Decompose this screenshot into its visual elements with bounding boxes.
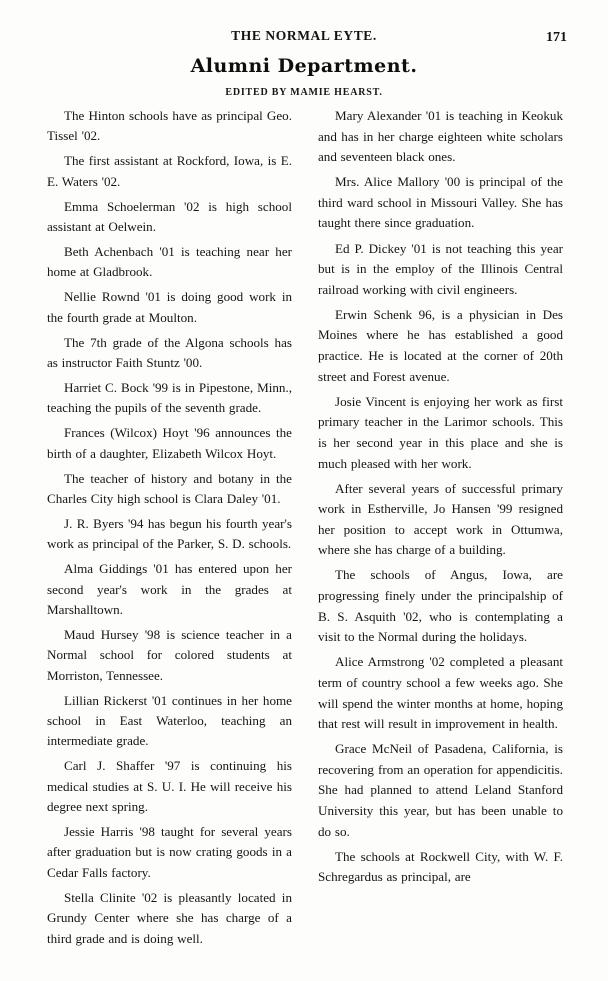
paragraph: The schools at Rockwell City, with W. F. Schregardus as principal, are — [318, 848, 563, 885]
paragraph: J. R. Byers '94 has begun his fourth year's work as principal of the Parker, S. D. schools. — [47, 515, 292, 552]
paragraph: Erwin Schenk 96, is a physician in Des Moines where he has established a good practice. He is located at the corner of 20th street and Forest avenue. — [318, 306, 563, 384]
paragraph: Mary Alexander '01 is teaching in Keokuk and has in her charge eighteen white scholars and seventeen black ones. — [318, 108, 563, 165]
department-title: Alumni Department. — [190, 55, 418, 77]
page-header — [0, 28, 608, 50]
running-title: THE NORMAL EYTE. — [231, 28, 377, 43]
paragraph: Maud Hursey '98 is science teacher in a Normal school for colored students at Morriston, Tennessee. — [47, 626, 292, 683]
paragraph: Mrs. Alice Mallory '00 is principal of the third ward school in Missouri Valley. She has taught there since graduation. — [318, 174, 563, 231]
paragraph: Alice Armstrong '02 completed a pleasant term of country school a few weeks ago. She will spend the winter months at home, hoping that rest will result in improvement in health. — [318, 654, 563, 732]
column-right — [318, 106, 563, 906]
paragraph: The Hinton schools have as principal Geo. Tissel '02. — [47, 108, 292, 144]
paragraph: The 7th grade of the Algona schools has as instructor Faith Stuntz '00. — [47, 334, 292, 370]
paragraph: Lillian Rickerst '01 continues in her home school in East Waterloo, teaching an intermediate grade. — [47, 692, 292, 749]
page-number: 171 — [546, 30, 567, 45]
paragraph: Nellie Rownd '01 is doing good work in the fourth grade at Moulton. — [47, 289, 292, 325]
paragraph: Grace McNeil of Pasadena, California, is recovering from an operation for appendicitis. She had planned to attend Leland Stanford University this year, but has been unable to do so. — [318, 741, 563, 839]
paragraph: Emma Schoelerman '02 is high school assistant at Oelwein. — [47, 198, 292, 235]
paragraph: After several years of successful primary work in Estherville, Jo Hansen '99 resigned her position to accept work in Ottumwa, where she has charge of a building. — [318, 480, 563, 558]
paragraph: Josie Vincent is enjoying her work as first primary teacher in the Larimor schools. This is her second year in this place and she is much pleased with her work. — [318, 393, 563, 471]
paragraph: The teacher of history and botany in the Charles City high school is Clara Daley '01. — [47, 470, 292, 506]
paragraph: The first assistant at Rockford, Iowa, is E. E. Waters '02. — [47, 153, 292, 189]
paragraph: Beth Achenbach '01 is teaching near her home at Gladbrook. — [47, 243, 292, 280]
paragraph: Alma Giddings '01 has entered upon her second year's work in the grades at Marshalltown. — [47, 561, 292, 617]
paragraph: Carl J. Shaffer '97 is continuing his medical studies at S. U. I. He will receive his degree next spring. — [47, 758, 292, 815]
paragraph: Harriet C. Bock '99 is in Pipestone, Minn., teaching the pupils of the seventh grade. — [47, 379, 292, 416]
paragraph: Jessie Harris '98 taught for several years after graduation but is now crating goods in a Cedar Falls factory. — [47, 824, 292, 880]
paragraph: Frances (Wilcox) Hoyt '96 announces the birth of a daughter, Elizabeth Wilcox Hoyt. — [47, 425, 292, 461]
column-left — [47, 106, 292, 946]
paragraph: Ed P. Dickey '01 is not teaching this year but is in the employ of the Illinois Central railroad working with civil engineers. — [318, 240, 563, 297]
department-editor: EDITED BY MAMIE HEARST. — [225, 87, 383, 98]
paragraph: Stella Clinite '02 is pleasantly located in Grundy Center where she has charge of a third grade and is doing well. — [47, 889, 292, 946]
paragraph: The schools of Angus, Iowa, are progressing finely under the principalship of B. S. Asquith '02, who is contemplating a visit to the Normal during the holidays. — [318, 567, 563, 645]
body-columns — [47, 106, 563, 946]
